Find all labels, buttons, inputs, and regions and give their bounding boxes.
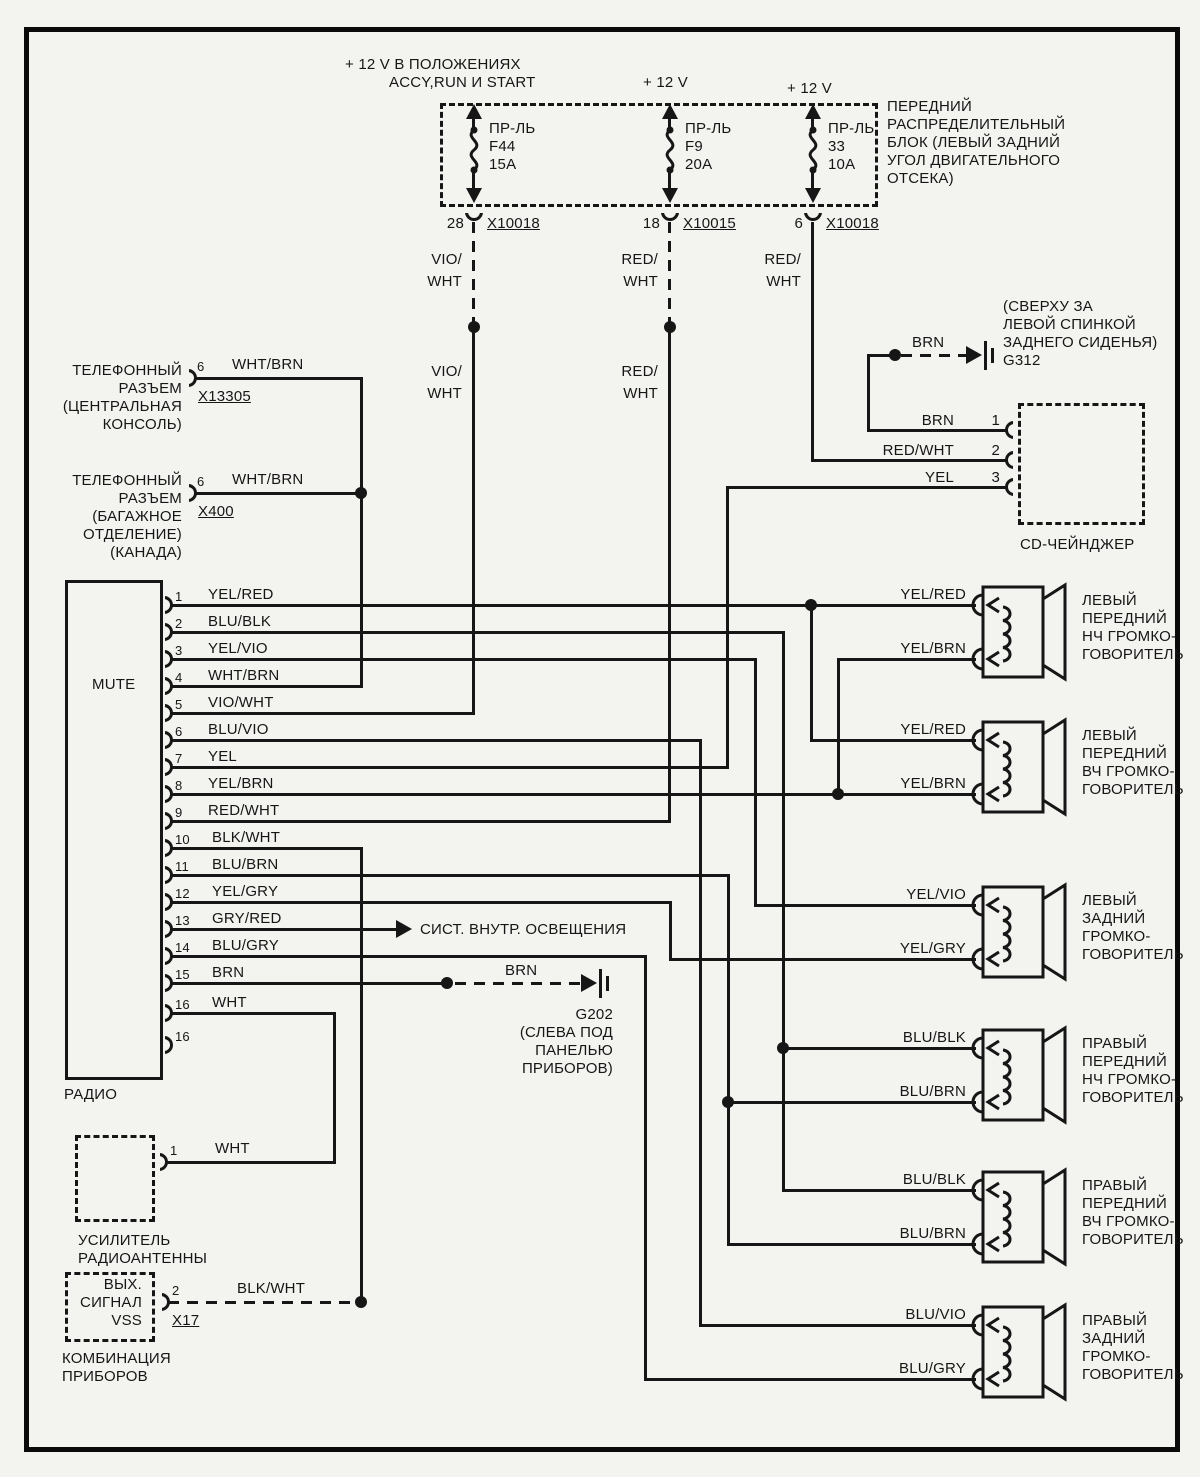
fuse3-id: 33 xyxy=(828,138,846,155)
wire xyxy=(166,1161,336,1164)
wire-color: BLU/GRY xyxy=(899,1360,966,1377)
wire-color: BLU/BRN xyxy=(212,856,279,873)
wire xyxy=(333,1012,336,1164)
pin-number: 15 xyxy=(175,967,190,982)
wire-color: YEL xyxy=(925,469,954,486)
ground-icon xyxy=(991,348,994,363)
g312-label-1: (СВЕРХУ ЗА xyxy=(1003,298,1093,315)
distribution-box-label-4: УГОЛ ДВИГАТЕЛЬНОГО xyxy=(887,152,1061,169)
wire-color: BLU/GRY xyxy=(212,937,279,954)
speaker-label: НЧ ГРОМКО- xyxy=(1082,628,1177,645)
wire xyxy=(867,429,1007,432)
g202-label-2: (СЛЕВА ПОД xyxy=(519,1024,613,1041)
g312-label-4: G312 xyxy=(1003,352,1041,369)
speaker-label: ПРАВЫЙ xyxy=(1082,1177,1148,1194)
wire-color: WHT xyxy=(215,1140,250,1157)
ground-icon xyxy=(966,346,982,364)
wire xyxy=(472,222,475,327)
radio-box xyxy=(65,580,163,1080)
speaker-label: ВЧ ГРОМКО- xyxy=(1082,763,1175,780)
wire-color: BLU/BLK xyxy=(208,613,272,630)
speaker-label: ЛЕВЫЙ xyxy=(1082,727,1137,744)
wire xyxy=(171,658,756,661)
wire-color: RED/ xyxy=(764,251,801,268)
pin-number: 10 xyxy=(175,832,190,847)
wire-color: BLU/BRN xyxy=(899,1083,966,1100)
speaker-label: НЧ ГРОМКО- xyxy=(1082,1071,1177,1088)
distribution-box-label-3: БЛОК (ЛЕВЫЙ ЗАДНИЙ xyxy=(887,134,1061,151)
wire-color: YEL xyxy=(208,748,237,765)
vss-pin-number: 2 xyxy=(172,1283,180,1298)
wire xyxy=(727,1243,976,1246)
cluster-label-2: ПРИБОРОВ xyxy=(62,1368,148,1385)
wire-color: YEL/BRN xyxy=(208,775,274,792)
ground-icon xyxy=(606,976,609,991)
supply1-line1: + 12 V В ПОЛОЖЕНИЯХ xyxy=(345,56,521,73)
wire xyxy=(195,492,363,495)
wire xyxy=(171,928,397,931)
phone1-label-2: РАЗЪЕМ xyxy=(118,380,182,397)
pin-number: 13 xyxy=(175,913,190,928)
ground-icon xyxy=(581,974,597,992)
cluster-label-1: КОМБИНАЦИЯ xyxy=(62,1350,171,1367)
wire xyxy=(754,658,757,906)
wire xyxy=(726,486,729,769)
fuse3-name: ПР-ЛЬ xyxy=(828,120,875,137)
fuse1-name: ПР-ЛЬ xyxy=(489,120,536,137)
wire-color: VIO/ xyxy=(431,363,462,380)
antenna-amplifier-box xyxy=(75,1135,155,1222)
distribution-box-label-2: РАСПРЕДЕЛИТЕЛЬНЫЙ xyxy=(887,116,1066,133)
phone2-pin-number: 6 xyxy=(197,474,205,489)
wire xyxy=(837,658,976,661)
pin-number: 4 xyxy=(175,670,183,685)
wire-color: BLK/WHT xyxy=(237,1280,306,1297)
wire-color: VIO/WHT xyxy=(208,694,274,711)
speaker-label: ЗАДНИЙ xyxy=(1082,1330,1146,1347)
wire-color: WHT xyxy=(766,273,801,290)
wire xyxy=(811,222,814,462)
junction-dot xyxy=(832,788,844,800)
wire xyxy=(171,847,363,850)
speaker-label: ГОВОРИТЕЛЬ xyxy=(1082,1231,1184,1248)
speaker-label: ЛЕВЫЙ xyxy=(1082,592,1137,609)
cd-pin3-number: 3 xyxy=(991,469,1000,486)
g312-label-2: ЛЕВОЙ СПИНКОЙ xyxy=(1003,316,1136,333)
wire xyxy=(195,377,363,380)
speaker-label: ГОВОРИТЕЛЬ xyxy=(1082,646,1184,663)
wire xyxy=(668,222,671,327)
wire xyxy=(171,739,702,742)
arrow-down-icon xyxy=(805,188,821,203)
wire xyxy=(810,604,813,742)
speaker-label: ГРОМКО- xyxy=(1082,928,1151,945)
pin-number: 1 xyxy=(175,589,183,604)
speaker-label: ПЕРЕДНИЙ xyxy=(1082,610,1167,627)
wire xyxy=(810,739,976,742)
fuse3-rating: 10A xyxy=(828,156,856,173)
wire xyxy=(360,377,363,688)
arrow-down-icon xyxy=(662,188,678,203)
wire xyxy=(727,874,730,1246)
wire-color: YEL/RED xyxy=(900,586,966,603)
wire xyxy=(171,1012,336,1015)
wire xyxy=(811,459,1007,462)
connector3-id: X10018 xyxy=(826,215,879,232)
wire-color: BLK/WHT xyxy=(212,829,281,846)
wire xyxy=(168,1301,356,1304)
speaker-icon xyxy=(973,883,1073,981)
speaker-icon xyxy=(973,1026,1073,1124)
fuse2-rating: 20A xyxy=(685,156,713,173)
pin-number: 16 xyxy=(175,1029,190,1044)
wire-color: BLU/VIO xyxy=(208,721,269,738)
fuse2-name: ПР-ЛЬ xyxy=(685,120,732,137)
radio-label: РАДИО xyxy=(64,1086,118,1103)
wire-color: RED/WHT xyxy=(208,802,280,819)
cd-pin2-number: 2 xyxy=(991,442,1000,459)
wire xyxy=(782,1047,976,1050)
pin-number: 2 xyxy=(175,616,183,631)
connector1-pin: 28 xyxy=(446,215,464,232)
phone1-label-4: КОНСОЛЬ) xyxy=(102,416,182,433)
radio-mute-label: MUTE xyxy=(92,676,136,693)
speaker-icon xyxy=(973,1168,1073,1266)
supply3-label: + 12 V xyxy=(787,80,832,97)
amp-label-1: УСИЛИТЕЛЬ xyxy=(78,1232,171,1249)
supply1-line2: ACCY,RUN И START xyxy=(389,74,536,91)
junction-dot xyxy=(889,349,901,361)
wire-color: BLU/BLK xyxy=(902,1171,966,1188)
wire-color: WHT xyxy=(427,385,462,402)
speaker-label: ГОВОРИТЕЛЬ xyxy=(1082,946,1184,963)
speaker-label: ПРАВЫЙ xyxy=(1082,1035,1148,1052)
phone2-label-3: (БАГАЖНОЕ xyxy=(92,508,182,525)
interior-lighting-label: СИСТ. ВНУТР. ОСВЕЩЕНИЯ xyxy=(420,921,627,938)
wire xyxy=(669,958,976,961)
pin-number: 11 xyxy=(175,859,189,874)
speaker-label: ПЕРЕДНИЙ xyxy=(1082,1053,1167,1070)
phone1-pin-number: 6 xyxy=(197,359,205,374)
wire xyxy=(668,327,671,823)
fuse-icon xyxy=(804,124,822,176)
wire xyxy=(727,1101,976,1104)
wire xyxy=(754,904,976,907)
wire-color: WHT xyxy=(427,273,462,290)
pin-number: 3 xyxy=(175,643,183,658)
connector2-pin: 18 xyxy=(642,215,660,232)
wire xyxy=(171,955,647,958)
wire-color: WHT/BRN xyxy=(232,356,304,373)
junction-dot xyxy=(355,1296,367,1308)
vss-connector-id: X17 xyxy=(172,1312,200,1329)
distribution-box-label-5: ОТСЕКА) xyxy=(887,170,954,187)
speaker-label: ГОВОРИТЕЛЬ xyxy=(1082,781,1184,798)
connector1-id: X10018 xyxy=(487,215,540,232)
wire-color: BLU/BRN xyxy=(899,1225,966,1242)
wire-color: BLU/BLK xyxy=(902,1029,966,1046)
wire xyxy=(171,982,448,985)
pin-number: 16 xyxy=(175,997,190,1012)
wire xyxy=(867,354,870,432)
vss-box-label-1: ВЫХ. xyxy=(103,1276,142,1293)
speaker-icon xyxy=(973,583,1073,681)
fuse-icon xyxy=(661,124,679,176)
wire xyxy=(669,901,672,960)
wire-color: BLU/VIO xyxy=(905,1306,966,1323)
pin-number: 9 xyxy=(175,805,183,820)
arrow-down-icon xyxy=(466,188,482,203)
pin-number: 6 xyxy=(175,724,183,739)
wire-color: YEL/GRY xyxy=(899,940,966,957)
wire xyxy=(837,658,840,796)
fuse1-id: F44 xyxy=(489,138,516,155)
speaker-label: ГРОМКО- xyxy=(1082,1348,1151,1365)
g202-label-1: G202 xyxy=(575,1006,613,1023)
wire xyxy=(644,955,647,1381)
phone2-label-1: ТЕЛЕФОННЫЙ xyxy=(72,472,182,489)
g202-label-4: ПРИБОРОВ) xyxy=(521,1060,613,1077)
junction-dot xyxy=(468,321,480,333)
wire-color: YEL/RED xyxy=(208,586,274,603)
wire-color: YEL/VIO xyxy=(906,886,966,903)
junction-dot xyxy=(777,1042,789,1054)
junction-dot xyxy=(722,1096,734,1108)
distribution-box-label-1: ПЕРЕДНИЙ xyxy=(887,98,972,115)
wire-color: VIO/ xyxy=(431,251,462,268)
wire xyxy=(726,486,1007,489)
wire xyxy=(171,874,729,877)
wire-color: WHT xyxy=(623,385,658,402)
wire xyxy=(644,1378,976,1381)
fuse-icon xyxy=(465,124,483,176)
wire xyxy=(699,739,702,1326)
junction-dot xyxy=(805,599,817,611)
wire xyxy=(171,793,976,796)
phone1-connector-id: X13305 xyxy=(198,388,251,405)
phone2-label-5: (КАНАДА) xyxy=(110,544,182,561)
pin-number: 8 xyxy=(175,778,183,793)
speaker-label: ЛЕВЫЙ xyxy=(1082,892,1137,909)
fuse1-rating: 15A xyxy=(489,156,517,173)
junction-dot xyxy=(441,977,453,989)
wire-color: RED/ xyxy=(621,363,658,380)
pin-number: 14 xyxy=(175,940,190,955)
wire-color: YEL/RED xyxy=(900,721,966,738)
wire xyxy=(171,820,671,823)
wire-color: YEL/BRN xyxy=(900,775,966,792)
fuse2-id: F9 xyxy=(685,138,703,155)
vss-box-label-3: VSS xyxy=(111,1312,142,1329)
amp-pin-number: 1 xyxy=(170,1143,178,1158)
phone1-label-3: (ЦЕНТРАЛЬНАЯ xyxy=(62,398,182,415)
speaker-label: ПРАВЫЙ xyxy=(1082,1312,1148,1329)
wire-color: YEL/GRY xyxy=(212,883,279,900)
wire xyxy=(782,631,785,1191)
connector2-id: X10015 xyxy=(683,215,736,232)
wire-color: YEL/VIO xyxy=(208,640,268,657)
wire xyxy=(171,766,729,769)
phone1-label-1: ТЕЛЕФОННЫЙ xyxy=(72,362,182,379)
speaker-label: ЗАДНИЙ xyxy=(1082,910,1146,927)
arrow-right-icon xyxy=(396,920,412,938)
wire xyxy=(171,631,784,634)
speaker-icon xyxy=(973,718,1073,816)
vss-box-label-2: СИГНАЛ xyxy=(80,1294,142,1311)
wire-color: WHT/BRN xyxy=(232,471,304,488)
wire-color: BRN xyxy=(212,964,245,981)
speaker-icon xyxy=(973,1303,1073,1401)
wire xyxy=(171,712,475,715)
speaker-label: ВЧ ГРОМКО- xyxy=(1082,1213,1175,1230)
phone2-label-2: РАЗЪЕМ xyxy=(118,490,182,507)
wire-color: GRY/RED xyxy=(212,910,282,927)
g202-label-3: ПАНЕЛЬЮ xyxy=(535,1042,613,1059)
connector3-pin: 6 xyxy=(794,215,803,232)
wire-color: BRN xyxy=(505,962,538,979)
ground-icon xyxy=(984,341,987,370)
wire xyxy=(171,604,976,607)
g312-label-3: ЗАДНЕГО СИДЕНЬЯ) xyxy=(1003,334,1158,351)
wire xyxy=(472,327,475,715)
wire-color: YEL/BRN xyxy=(900,640,966,657)
wire xyxy=(901,354,968,357)
cd-changer-box xyxy=(1018,403,1145,525)
wire xyxy=(171,901,671,904)
wire xyxy=(455,982,581,985)
ground-icon xyxy=(599,969,602,998)
wire-color: WHT xyxy=(623,273,658,290)
pin-number: 12 xyxy=(175,886,190,901)
wire xyxy=(171,685,363,688)
wire xyxy=(360,847,363,1303)
wire-color: RED/WHT xyxy=(882,442,954,459)
wire xyxy=(782,1189,976,1192)
phone2-label-4: ОТДЕЛЕНИЕ) xyxy=(83,526,182,543)
wire-color: WHT/BRN xyxy=(208,667,280,684)
wire xyxy=(699,1324,976,1327)
speaker-label: ПЕРЕДНИЙ xyxy=(1082,1195,1167,1212)
wire-color: WHT xyxy=(212,994,247,1011)
amp-label-2: РАДИОАНТЕННЫ xyxy=(78,1250,208,1267)
speaker-label: ГОВОРИТЕЛЬ xyxy=(1082,1366,1184,1383)
cd-pin1-number: 1 xyxy=(991,412,1000,429)
speaker-label: ПЕРЕДНИЙ xyxy=(1082,745,1167,762)
wire-color: BRN xyxy=(912,334,945,351)
pin-number: 7 xyxy=(175,751,183,766)
wire-color: BRN xyxy=(921,412,954,429)
phone2-connector-id: X400 xyxy=(198,503,234,520)
speaker-label: ГОВОРИТЕЛЬ xyxy=(1082,1089,1184,1106)
supply2-label: + 12 V xyxy=(643,74,688,91)
cd-changer-label: CD-ЧЕЙНДЖЕР xyxy=(1020,536,1135,553)
wire-color: RED/ xyxy=(621,251,658,268)
pin-number: 5 xyxy=(175,697,183,712)
junction-dot xyxy=(664,321,676,333)
